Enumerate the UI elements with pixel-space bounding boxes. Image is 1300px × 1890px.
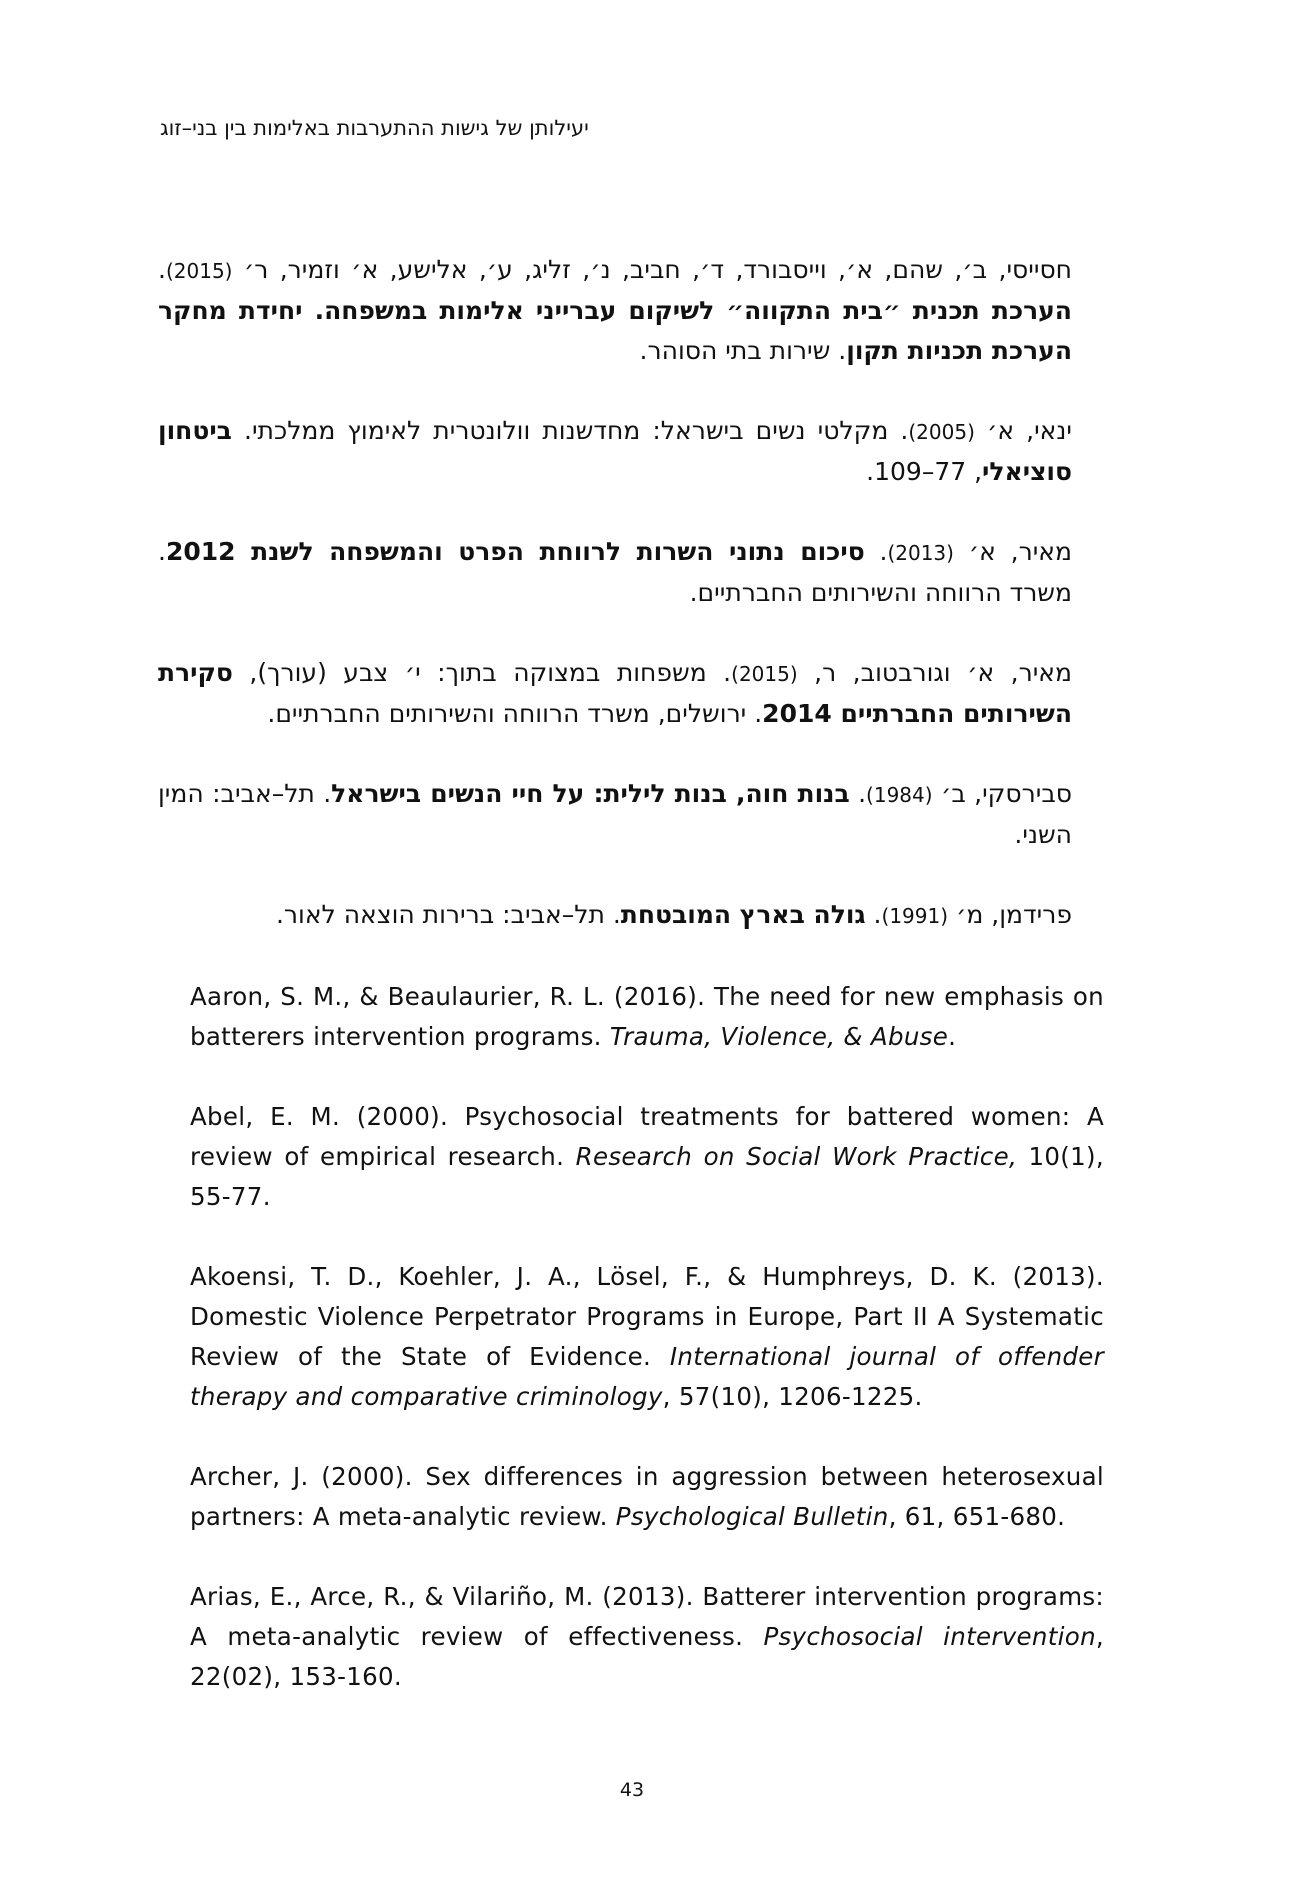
reference-text: . <box>849 779 867 808</box>
reference-publisher: . משרד הרווחה והשירותים החברתיים. <box>158 537 1072 607</box>
reference-title: ביטחון סוציאלי <box>158 416 1072 486</box>
reference-details: . <box>948 1022 957 1051</box>
reference-item <box>190 1457 1104 1537</box>
reference-year: (2013) <box>887 541 954 565</box>
reference-journal: Trauma, Violence, & Abuse <box>609 1022 949 1051</box>
reference-text: Arias, E., Arce, R., & Vilariño, M. (2013). Batterer intervention programs: A meta-analytic review of effectiveness. <box>190 1582 1104 1651</box>
reference-text: . מקלטי נשים בישראל: מחדשנות וולונטרית לאימוץ ממלכתי. <box>231 416 909 445</box>
reference-journal: Psychosocial intervention <box>763 1622 1096 1651</box>
reference-text: . <box>864 537 888 566</box>
page-number-text: 43 <box>619 1779 645 1801</box>
reference-item <box>190 1097 1104 1217</box>
reference-text: Aaron, S. M., & Beaulaurier, R. L. (2016). The need for new emphasis on batterers intervention programs. <box>190 982 1104 1051</box>
reference-publisher: . תל–אביב: ברירות הוצאה לאור. <box>275 900 621 929</box>
reference-authors: מאיר, א׳ וגורבטוב, ר, <box>814 658 1072 687</box>
reference-details: 10(1), 55-77. <box>190 1142 1105 1211</box>
reference-title: בנות חוה, בנות לילית: על חיי הנשים בישראל <box>331 779 850 808</box>
reference-text: Abel, E. M. (2000). Psychosocial treatments for battered women: A review of empirical research. <box>190 1102 1104 1171</box>
reference-item <box>190 977 1104 1057</box>
reference-year: (2015) <box>731 662 798 686</box>
reference-details: , 61, 651-680. <box>888 1502 1066 1531</box>
reference-title: הערכת תכנית ״בית התקווה״ לשיקום עברייני אלימות במשפחה. יחידת מחקר הערכת תכניות תקון <box>158 296 1072 365</box>
reference-publisher: . ירושלים, משרד הרווחה והשירותים החברתיים. <box>267 699 763 728</box>
reference-item <box>158 653 1072 734</box>
reference-title: סיכום נתוני השרות לרווחת הפרט והמשפחה לשנת 2012 <box>165 537 865 566</box>
reference-publisher: . תל–אביב: המין השני. <box>158 779 1072 849</box>
reference-authors: חסייסי, ב׳, שהם, א׳, וייסבורד, ד׳, חביב, נ׳, זליג, ע׳, אלישע, א׳ וזמיר, ר׳ <box>243 255 1073 284</box>
reference-authors: סבירסקי, ב׳ <box>940 779 1073 808</box>
reference-item <box>158 774 1072 855</box>
reference-year: (1984) <box>866 783 933 807</box>
reference-pages: , 77–109. <box>866 457 983 486</box>
reference-year: (2015) <box>165 259 233 283</box>
reference-text: Archer, J. (2000). Sex differences in aggression between heterosexual partners: A meta-analytic review. <box>190 1462 1104 1531</box>
reference-text: . <box>158 255 166 284</box>
page-number <box>0 1778 1300 1802</box>
reference-item <box>158 250 1072 371</box>
english-references <box>190 977 1104 1737</box>
reference-publisher: . שירות בתי הסוהר. <box>639 336 847 365</box>
reference-text: . משפחות במצוקה בתוך: י׳ צבע (עורך), <box>232 658 732 687</box>
reference-authors: ינאי, א׳ <box>986 416 1072 445</box>
reference-text: Akoensi, T. D., Koehler, J. A., Lösel, F., & Humphreys, D. K. (2013). Domestic Violence Perpetrator Programs in Europe, Part II A Systematic Review of the State of Evidence. <box>190 1262 1104 1371</box>
reference-text: . <box>865 900 882 929</box>
reference-authors: מאיר, א׳ <box>968 537 1072 566</box>
hebrew-references <box>158 250 1072 976</box>
reference-item <box>190 1257 1104 1417</box>
reference-details: , 57(10), 1206-1225. <box>662 1382 923 1411</box>
reference-journal: Psychological Bulletin <box>615 1502 889 1531</box>
reference-item <box>158 532 1072 613</box>
reference-journal: Research on Social Work Practice, <box>575 1142 1018 1171</box>
reference-authors: פרידמן, מ׳ <box>955 900 1072 929</box>
reference-journal: International journal of offender therapy and comparative criminology <box>190 1342 1104 1411</box>
reference-title: גולה בארץ המובטחת <box>620 900 866 929</box>
reference-item <box>158 411 1072 492</box>
reference-year: (1991) <box>881 904 949 928</box>
reference-item <box>190 1577 1104 1697</box>
running-header <box>160 112 700 144</box>
reference-item <box>152 895 1072 936</box>
reference-title: סקירת השירותים החברתיים 2014 <box>158 658 1072 728</box>
reference-details: , 22(02), 153-160. <box>190 1622 1104 1691</box>
reference-year: (2005) <box>908 420 975 444</box>
running-title: יעילותן של גישות ההתערבות באלימות בין בני–זוג <box>160 116 589 140</box>
